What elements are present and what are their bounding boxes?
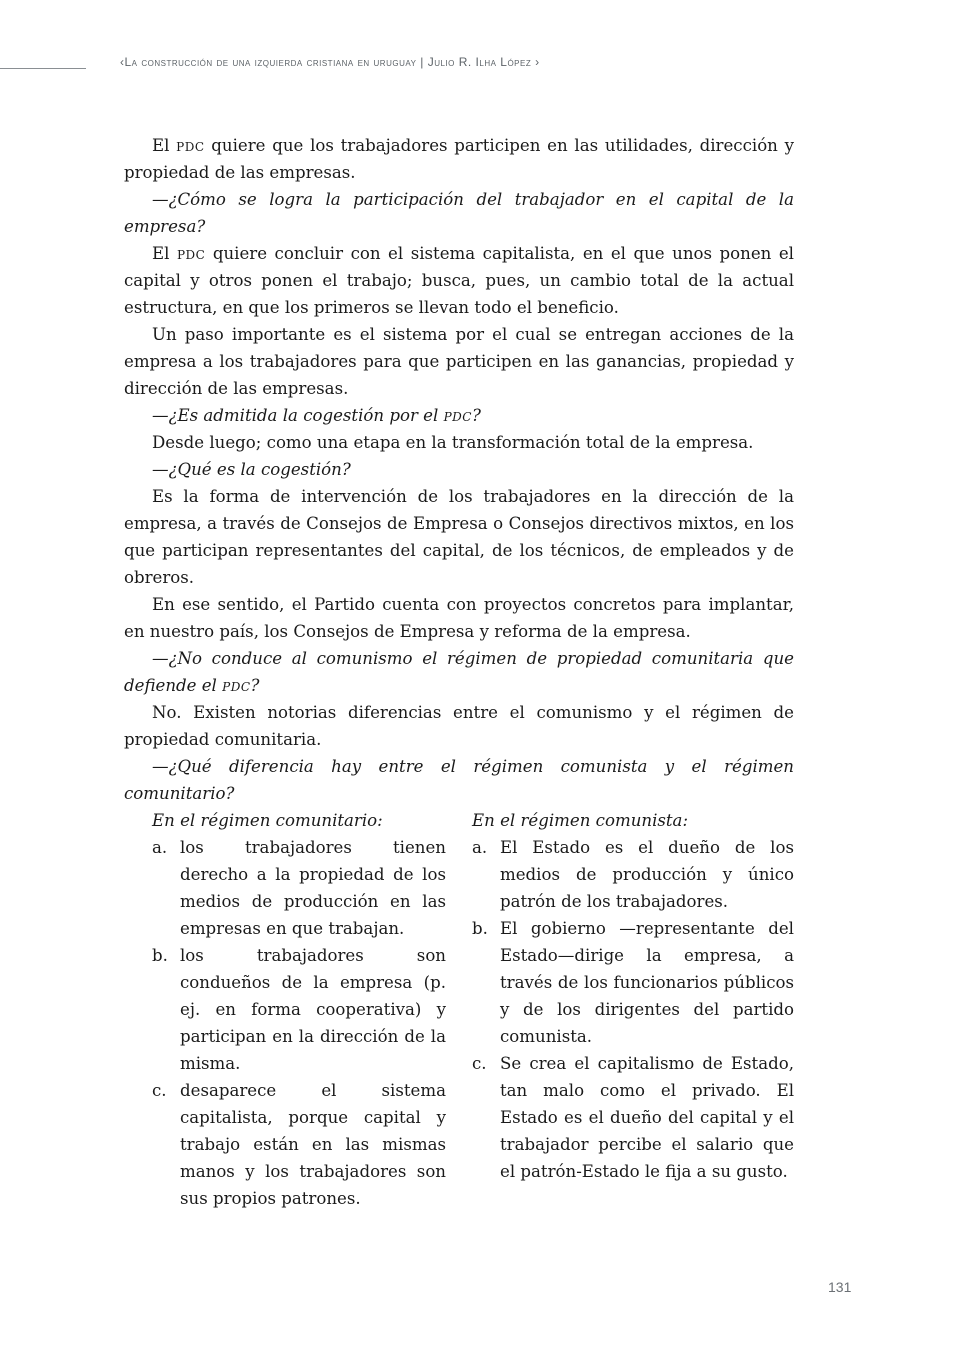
question: —¿Cómo se logra la participación del trabajador en el capital de la empresa? <box>124 190 794 236</box>
list-item <box>152 1077 446 1212</box>
abbreviation-pdc: pdc <box>176 244 206 263</box>
list-item <box>472 834 794 915</box>
running-head: ‹La construcción de una izquierda cristiana en uruguay | Julio R. Ilha López › <box>120 55 540 69</box>
list-item-text: El gobierno —representante del Estado—dirige la empresa, a través de los funcionarios públicos y de los dirigentes del partido comunista. <box>500 919 794 1046</box>
list-item-text: El Estado es el dueño de los medios de producción y único patrón de los trabajadores. <box>500 838 794 911</box>
list-item-text: los trabajadores tienen derecho a la propiedad de los medios de producción en las empresas en que trabajan. <box>180 838 446 938</box>
list-item-text: desaparece el sistema capitalista, porque capital y trabajo están en las mismas manos y los trabajadores son sus propios patrones. <box>180 1081 446 1208</box>
paragraph: Desde luego; como una etapa en la transformación total de la empresa. <box>152 433 754 452</box>
list-item <box>152 942 446 1077</box>
list-item <box>152 834 446 942</box>
column-heading: En el régimen comunista: <box>472 811 689 830</box>
column-heading: En el régimen comunitario: <box>152 811 383 830</box>
page-number: 131 <box>828 1279 852 1295</box>
question: —¿Qué es la cogestión? <box>152 460 351 479</box>
list-item-label: b. <box>152 946 168 965</box>
paragraph: El pdc quiere concluir con el sistema capitalista, en el que unos ponen el capital y otros ponen el trabajo; busca, pues, un cambio total de la actual estructura, en que los primeros se llevan todo el beneficio. <box>124 244 794 317</box>
paragraph: No. Existen notorias diferencias entre el comunismo y el régimen de propiedad comunitaria. <box>124 703 794 749</box>
question: —¿No conduce al comunismo el régimen de propiedad comunitaria que defiende el pdc? <box>124 649 794 695</box>
list-item-label: a. <box>472 838 488 857</box>
comparison-column-comunista <box>472 807 794 1212</box>
abbreviation-pdc: pdc <box>443 406 472 425</box>
header-rule <box>0 68 86 69</box>
question: —¿Qué diferencia hay entre el régimen comunista y el régimen comunitario? <box>124 757 794 803</box>
list-item-label: a. <box>152 838 168 857</box>
abbreviation-pdc: pdc <box>222 676 251 695</box>
abbreviation-pdc: pdc <box>176 136 205 155</box>
paragraph: En ese sentido, el Partido cuenta con proyectos concretos para implantar, en nuestro país, los Consejos de Empresa y reforma de la empresa. <box>124 595 794 641</box>
question: —¿Es admitida la cogestión por el pdc? <box>152 406 481 425</box>
list-item-text: los trabajadores son condueños de la empresa (p. ej. en forma cooperativa) y participan en la dirección de la misma. <box>180 946 446 1073</box>
paragraph: Un paso importante es el sistema por el cual se entregan acciones de la empresa a los trabajadores para que participen en las ganancias, propiedad y dirección de las empresas. <box>124 325 794 398</box>
comparison-column-comunitario <box>124 807 446 1212</box>
paragraph: El pdc quiere que los trabajadores participen en las utilidades, dirección y propiedad de las empresas. <box>124 136 794 182</box>
list-item <box>472 1050 794 1185</box>
list-item <box>472 915 794 1050</box>
page-body <box>124 132 794 1212</box>
list-item-label: b. <box>472 919 488 938</box>
paragraph: Es la forma de intervención de los trabajadores en la dirección de la empresa, a través de Consejos de Empresa o Consejos directivos mixtos, en los que participan representantes del capital, de los técnicos, de empleados y de obreros. <box>124 487 794 587</box>
list-item-label: c. <box>472 1054 487 1073</box>
list-item-text: Se crea el capitalismo de Estado, tan malo como el privado. El Estado es el dueño del capital y el trabajador percibe el salario que el patrón-Estado le fija a su gusto. <box>500 1054 794 1181</box>
list-item-label: c. <box>152 1081 167 1100</box>
comparison-columns <box>124 807 794 1212</box>
